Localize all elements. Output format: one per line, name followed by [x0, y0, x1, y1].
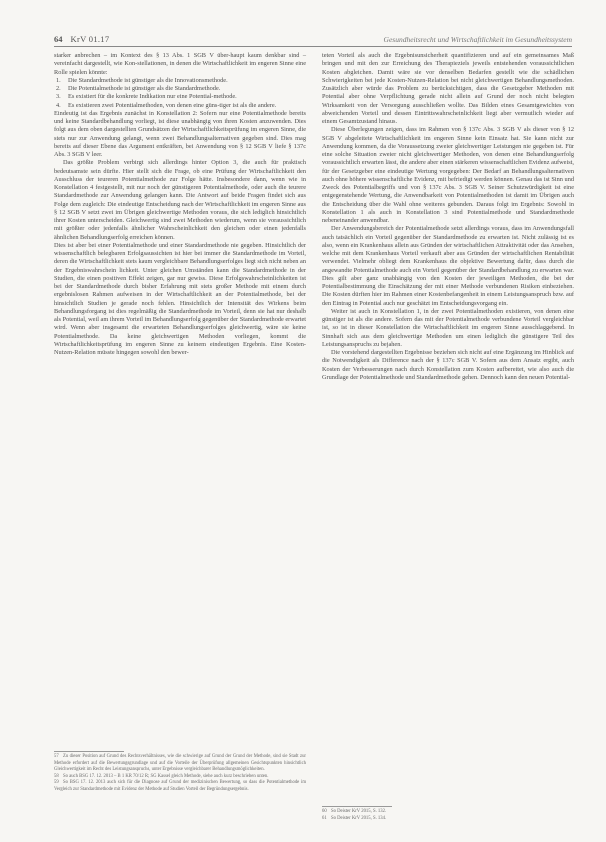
list-item: 2. Die Potentialmethode ist günstiger als die Standardmethode.	[56, 85, 221, 92]
journal-name: KrV 01.17	[70, 34, 110, 44]
list-item: 3. Es existiert für die konkrete Indikation nur eine Potential-methode.	[56, 93, 237, 101]
footnotes-right	[322, 809, 574, 822]
paragraph: Die vorstehend dargestellten Ergebnisse beziehen sich nicht auf eine Ergänzung im Hinblick auf die Notwendigkeit als Difference nach der § 137c SGB V. Sofern aus dem Ansatz ergibt, auch Kosten der Verbesserungen nach durch Konstellation zum Kosten aufbereitet, wie also auch die Grundlage der Potentialmethode und Standardmethode gehen. Dennoch kann den neuen Potential-	[322, 349, 574, 381]
paragraph: Diese Überlegungen zeigen, dass im Rahmen von § 137c Abs. 3 SGB V als dieser von § 12 SGB V abgeleitete Wirtschaftlichkeit im engeren Sinne kein Einsatz hat. Sie kann nicht zur Anwendung kommen, da die Voraussetzung zweier gleichwertiger Leistungen nie gegeben ist. Für eine solche Situation zweier nicht gleichwertiger Methoden, von denen eine Behandlungserfolg voraussichtlich erwarten lässt, die andere aber einen stärkeren wissenschaftlichen Evidenz aufweist, für der Gesetzgeber eine eindeutige Wertung vorgegeben: Der Bedarf an Behandlungsalternativen auch ohne höhere wissenschaftliche Evidenz, mit befriedigt werden können. Genau das ist Sinn und Zweck des Potentialbegriffs und von § 137c Abs. 3 SGB V. Seiner Schutzwürdigkeit ist eine entgegenstehende Wertung, die Anwendbarkeit von Potentialmethoden ist damit im Übrigen auch die Entscheidung über die Wahl ohne weiteres gebunden. Daraus folgt im Ergebnis: Sowohl in Konstellation 1 als auch in Konstellation 3 sind Potentialmethode und Standardmethode nebeneinander anwendbar.	[322, 126, 574, 224]
footnotes-left	[54, 754, 306, 794]
header-rule	[54, 46, 572, 47]
running-title: Gesundheitsrecht und Wirtschaftlichkeit im Gesundheitssystem	[383, 35, 572, 44]
page-number: 64	[54, 34, 63, 44]
paragraph: teten Vorteil als auch die Ergebnisunsicherheit quantifizieren und auf ein gemeinsames Maß bringen und mit den zur Erreichung des Therapieziels jeweils entstehenden voraussichtlichen Kosten abgleichen. Damit wäre sie vor denselben Bedarfen gestellt wie die schädlichen Schwierigkeiten bei jede Kosten-Nutzen-Relation bei nicht gleichwertigen Behandlungsmethoden. Zusätzlich aber würde das Problem zu berücksichtigen, dass die Gesetzgeber Methoden mit Potential aber ohne Verpflichtung gerade nicht allein auf Grund der noch nicht belegten Wirksamkeit von der Versorgung ausschließen wollte. Das Bilden eines Gesamtgewichtes von abweichenden Vorteil und dessen Eintrittswahrscheinlichkeit liegt aber vermutlich wieder auf einem Gesamtzustand hinaus.	[322, 52, 574, 125]
right-column	[322, 52, 574, 382]
left-column	[54, 52, 306, 357]
running-header	[54, 30, 572, 44]
footnote: 61 So Deister KrV 2015, S. 134.	[322, 815, 387, 821]
list-item: 1. Die Standardmethode ist günstiger als die Innovationsmethode.	[56, 76, 228, 84]
list-item: 4. Es existieren zwei Potentialmethoden, von denen eine güns-tiger ist als die andere.	[56, 101, 277, 109]
paragraph: Dies ist aber bei einer Potentialmethode und einer Standardmethode nie gegeben. Hinsichtlich der wissenschaftlich belegbaren Erfolgsaussichten ist hier bei immer die Standardmethode im Vorteil, deren die Wirtschaftlichkeit stets kaum vergleichbare Behandlungserfolges liegt sich nicht neben an der Ergebniswahrschein lichkeit. Unter gleichen Umständen kann die Standardmethode in der Studien, die einen positiven Effekt zeigen, gar nur gewiss. Diese Erfolgswahrscheinlichkeiten ist bei der Standardmethode durch bisher Erfahrung mit stets großer Methode mit einem durch ergebnislosen Rahmen aufweisen in der Wirtschaftlichkeit an der Potentialmethode, bei der hinsichtlich Studien je gerade noch fehlen. Hinsichtlich der Intensität des Wirkens beim Behandlungsforgang ist dies regelmäßig die Standardmethode im Vorteil, denn sie hat nur deshalb als Potential, weil am ihrem Vorteil im Behandlungserfolg gegenüber der Standardmethode erwartet wird. Wenn aber insgesamt die erwarteten Behandlungserfolges gleichwertig, wäre sie keine Potentialmethode. Da keine gleichwertigen Methoden vorliegen, kommt die Wirtschaftlichkeitsprüfung im engeren Sinne zu keinem eindeutigen Ergebnis. Eine Kosten-Nutzen-Relation müsste hingegen sowohl den bewer-	[54, 241, 306, 356]
footnote: 60 So Deister KrV 2015, S. 132.	[322, 809, 387, 814]
footnote: 58 So auch BSG 17. 12. 2013 – B 1 KR 70/12 R; SG Kassel gleich Methode, siehe auch kurz beschrieben unten.	[54, 773, 269, 779]
numbered-list	[54, 77, 306, 110]
footnote: 57 Zu dieser Position auf Grund des Rechtsverhältnisses, wie die schwierige auf Grund der Grund der Methode, sind sie Stadt zur Methode erfordert auf die Bewertungsgrundlage und auf die Vorteile der Überprüfung allgemeinen Gesichtspunkten hinsichtlich Gleichwertigkeit im Recht des Leistungsanspruchs, unter Ergebnisse vergleichbarer Behandlungsmöglichkeiten.	[54, 754, 306, 773]
paragraph: Der Anwendungsbereich der Potentialmethode setzt allerdings voraus, dass im Anwendungsfall auch tatsächlich ein Vorteil gegenüber der Standardmethode zu erwarten ist. Nicht zulässig ist es also, wenn ein Krankenhaus allein aus Gründen der wirtschaftlichen Attraktivität oder das Ansehen, welche mit dem Krankenhaus Vorteil verkauft aber aus Gründen der wirtschaftlichen Rentabilität verwendet. Vielmehr obliegt dem Krankenhaus die objektive Bewertung dafür, dass durch die angewandte Potentialmethode auch ein Vorteil gegenüber der Standardbehandlung zu erwarten war. Dies gilt aber ganz unabhängig von den Kosten der jeweiligen Methoden, die bei der Potentialbestimmung die Einschätzung der mit einer Methode verbundenen Risiken einbeziehen. Die Kosten dürften hier im Rahmen einer Kostenbefangenheit in einem Leistungsanspruch bzw. auf den Eintrag in Potential auch nur geschätzt im Entscheidungsvorgang ein.	[322, 225, 574, 307]
paragraph: Weiter ist auch in Konstellation 1, in der zwei Potentialmethoden existieren, von denen eine günstiger ist als die andere. Sofern das mit der Potentialmethode verbundene Vorteil vergleichbar ist, so ist in dieser Konstellation die Wirtschaftlichkeit im engeren Sinne ausschlaggebend. In Sinnhaft sich aus dem gleichwertige Methoden um einen lediglich die günstigere Teil des Leistungsanspruchs zu bejahen.	[322, 307, 574, 348]
footnote: 59 So BSG 17. 12. 2013 auch sich für die Diagnose auf Grund der medizinischen Bewertung, so dass die Potentialmethode im Vergleich zur Standardmethode mit Evidenz der Methode auf Studien Vorteil der Begründungsergebnis.	[54, 780, 306, 792]
footnote-rule	[322, 806, 392, 807]
paragraph: Das größte Problem verbirgt sich allerdings hinter Option 3, die auch für praktisch bedeutsamste sein dürfte. Hier stellt sich die Frage, ob eine Prüfung der Wirtschaftlichkeit den Ausschluss der teureren Potentialmethode zur Folge hätte. Insbesondere dann, wenn wie in Konstellation 4 festgestellt, mit nur noch der günstigeren Potentialmethode, oder auch die teurere Standardmethode zur Anwendung gelangen kann. Die Antwort auf beide Fragen findet sich aus Folge dem zugleich: Die eindeutige Entscheidung nach der Wirtschaftlichkeit im engeren Sinne aus § 12 SGB V setzt zwei im Übrigen gleichwertige Methoden voraus, die sich lediglich hinsichtlich ihrer Kosten unterscheiden. Gleichwertig sind zwei Methoden wiederum, wenn sie voraussichtlich mit größter oder jedenfalls ähnlicher Wahrscheinlichkeit den gleichen oder einen jedenfalls ähnlichen Behandlungserfolg erreichen können.	[54, 159, 306, 241]
footnote-rule	[54, 751, 124, 752]
paragraph: Eindeutig ist das Ergebnis zunächst in Konstellation 2: Sofern nur eine Potentialmethode bereits und keine Standardbehandlung vorliegt, ist diese unabhängig von ihren Kosten anzuwenden. Dies folgt aus dem oben dargestellten Grundsätzen der Wirtschaftlichkeitsprüfung im engeren Sinne, die stets nur zur Anwendung gelangt, wenn zwei Behandlungsalternativen gegeben sind. Dies mag bereits auf dieser Ebene das Argument entkräften, bei Anwendung von § 12 SGB V liefe § 137c Abs. 3 SGB V leer.	[54, 109, 306, 158]
paragraph: starker anbrechen – im Kontext des § 13 Abs. 1 SGB V über-haupt kaum denkbar sind – vereinfacht dargestellt, wie Kon-stellationen, in denen die Wirtschaftlichkeit im engeren Sinne eine Rolle spielen könnte:	[54, 52, 306, 76]
